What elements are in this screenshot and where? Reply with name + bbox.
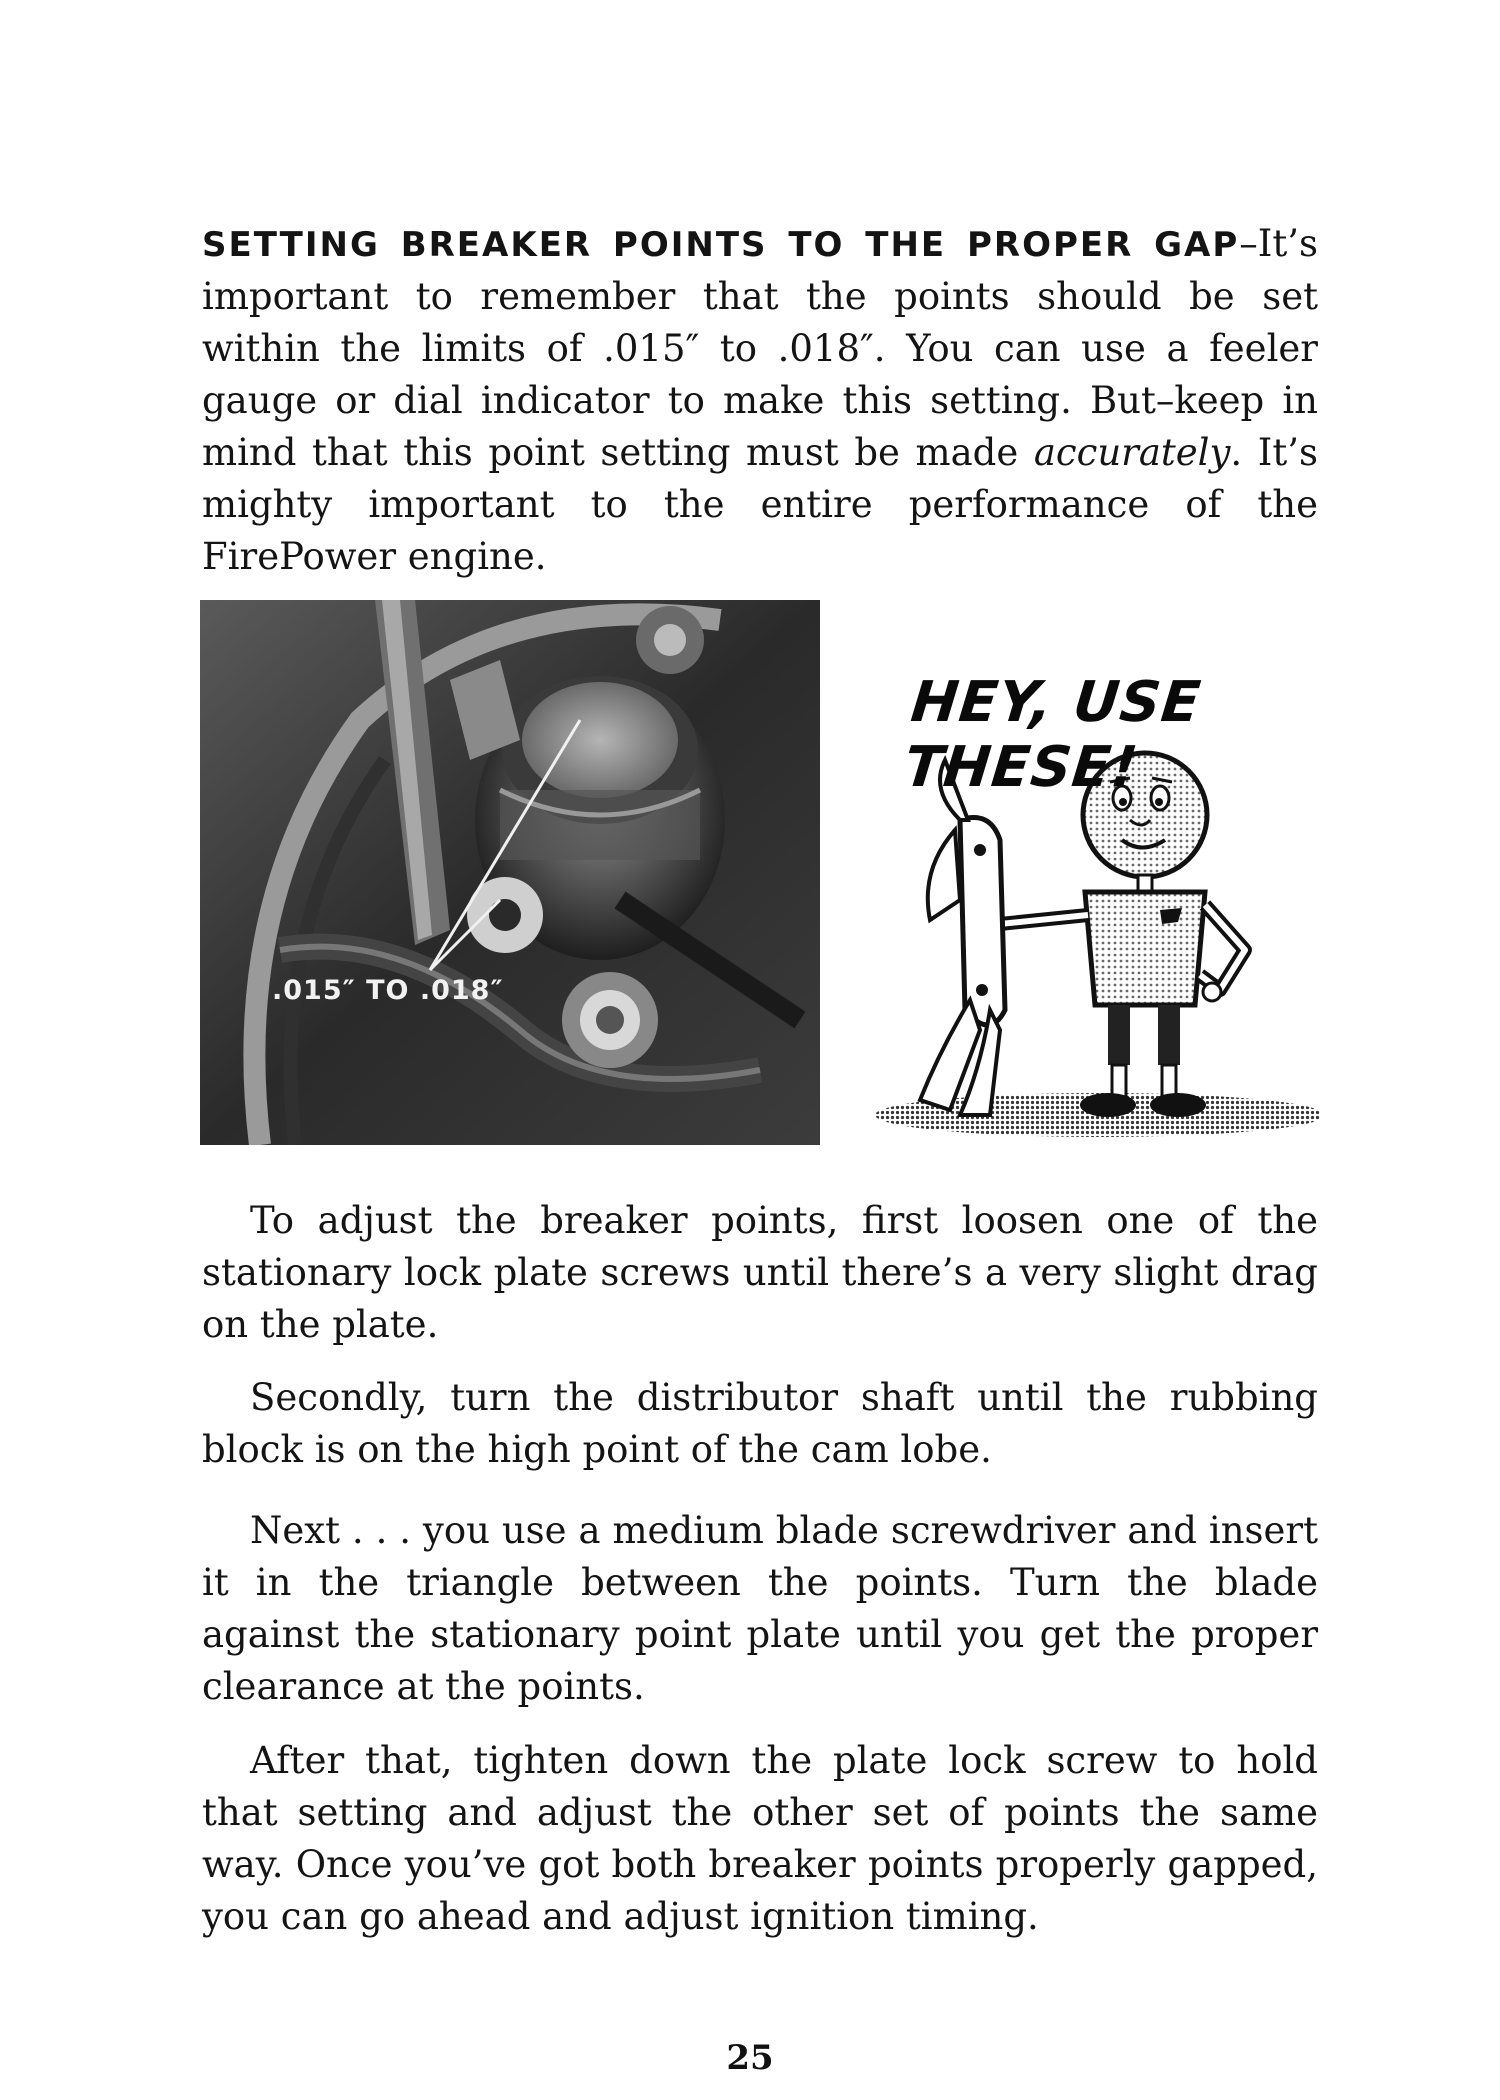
cartoon-caption: HEY, USE THESE!: [901, 670, 1205, 800]
paragraph-turn-shaft: Secondly, turn the distributor shaft until the rubbing block is on the high point of the cam lobe.: [202, 1376, 1318, 1471]
distributor-photo: [200, 600, 820, 1145]
emphasis-text: accurately: [1033, 431, 1231, 474]
section-heading: SETTING BREAKER POINTS TO THE PROPER GAP: [202, 225, 1240, 265]
paragraph-insert-screwdriver: Next . . . you use a medium blade screwdriver and insert it in the triangle between the points. Turn the blade against the stationary point plate until you get the proper clearance at the points.: [202, 1509, 1318, 1708]
mascot-cartoon: [860, 670, 1320, 1140]
intro-paragraph: [202, 218, 1318, 583]
distributor-photo-graphic: [200, 600, 820, 1145]
intro-tail-text: . It’s mighty important to the entire performance of the FirePower engine.: [202, 431, 1318, 578]
gap-callout-label: .015″ TO .018″: [272, 975, 504, 1006]
intro-lead-text: –It’s important to remember that the points should be set within the limits of .015″ to .018″. You can use a feeler gauge or dial indicator to make this setting. But–keep in mind that this point setting must be made: [202, 222, 1318, 474]
paragraph-loosen-screws: To adjust the breaker points, first loosen one of the stationary lock plate screws until there’s a very slight drag on the plate.: [202, 1199, 1318, 1346]
page-number: 25: [726, 2038, 774, 2078]
paragraph-tighten-screw: After that, tighten down the plate lock screw to hold that setting and adjust the other set of points the same way. Once you’ve got both breaker points properly gapped, you can go ahead and adjust ignition timing.: [202, 1739, 1318, 1938]
